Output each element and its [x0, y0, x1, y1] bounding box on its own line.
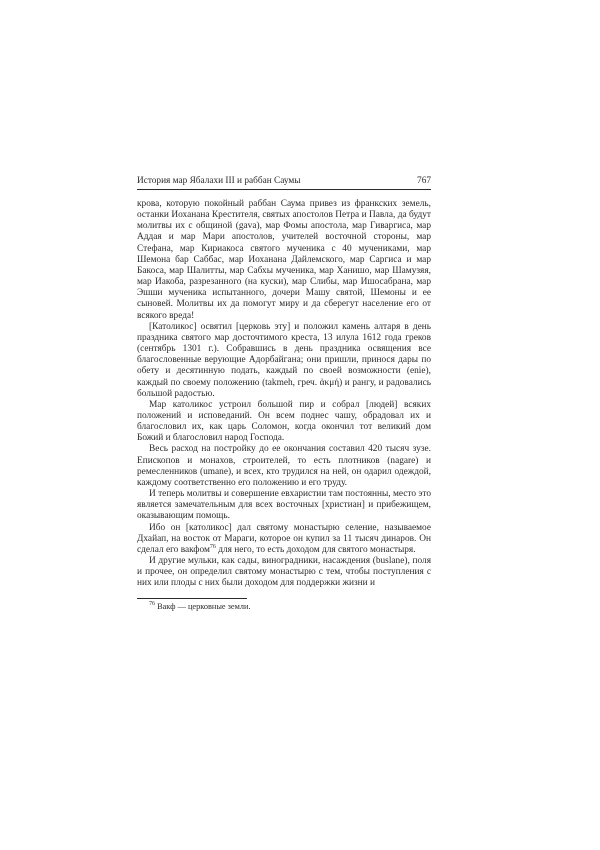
- paragraph-text: Ибо он [католикос] дал святому монастырю селение, называемое Дхайап, на восток от Мараги, которое он купил за 11 тысяч динаров. Он сделал его вакфом: [137, 522, 431, 555]
- footnote-rule: [137, 598, 247, 599]
- footnotes: [137, 598, 431, 612]
- footnote-reference[interactable]: 76: [209, 543, 216, 550]
- running-title: История мар Ябалахи III и раббан Саумы: [137, 176, 301, 186]
- running-header: [137, 175, 431, 190]
- body-text: [137, 199, 431, 589]
- book-page: [137, 175, 431, 612]
- paragraph: Весь расход на постройку до ее окончания составил 420 тысяч зузе. Епископов и монахов, строителей, то есть плотников (nagare) и ремесленников (umane), и всех, кто трудился на ней, он одарил одеждой, каждому соответственно его положению и его труду.: [137, 444, 431, 488]
- footnote-mark: 76: [149, 601, 155, 608]
- paragraph: И теперь молитвы и совершение евхаристии там постоянны, место это является замечательным для всех восточных [христиан] и прибежищем, оказывающим помощь.: [137, 489, 432, 522]
- paragraph-text-tail: для него, то есть доходом для святого монастыря.: [218, 544, 416, 555]
- paragraph: Мар католикос устроил большой пир и собрал [людей] всяких положений и исповеданий. Он всем поднес чашу, обрадовал их и благословил их, как царь Соломон, когда окончил тот великий дом Божий и благословил народ Господа.: [137, 399, 431, 444]
- paragraph: крова, которую покойный раббан Саума привез из франкских земель, останки Иоханана Крестителя, святых апостолов Петра и Павла, да будут молитвы их с общиной (gava), мар Фомы апостола, мар Гиваргиса, мар Аддая и мар Мари апостолов, учителей восточной стороны, мар Стефана, мар Кириакоса святого мученика с 40 мучениками, мар Шемона бар Саббас, мар Иоханана Дайлемского, мар Саргиса и мар Бакоса, мар Шалитты, мар Сабхы мученика, мар Ханишо, мар Шамузяя, мар Иакоба, разрезанного (на куски), мар Слибы, мар Ишосабрана, мар Эшши мученика испытанного, дочери Машу святой, Шемоны и ее сыновей. Молитвы их да помогут миру и да сберегут население его от всякого вреда!: [137, 199, 431, 321]
- paragraph: [Католикос] освятил [церковь эту] и положил камень алтаря в день праздника святого мар досточтимого креста, 13 илула 1612 года греков (сентябрь 1301 г.). Собравшись в день праздника освящения все благословенные верующие Адорбайгана; они пришли, принося дары по обету и десятинную подать, каждый по своей возможности (enie), каждый по своему положению (takmeh, греч. ἀκμή) и рангу, и радовались большой радостью.: [137, 321, 431, 399]
- paragraph: [137, 523, 431, 556]
- footnote-text: Вакф — церковные земли.: [157, 602, 251, 612]
- footnote: [137, 602, 431, 612]
- page-number: 767: [417, 176, 431, 186]
- paragraph: И другие мульки, как сады, виноградники, насаждения (buslane), поля и прочее, он определил святому монастырю с тем, чтобы поступления с них или плоды с них были доходом для поддержки жизни и: [137, 556, 431, 589]
